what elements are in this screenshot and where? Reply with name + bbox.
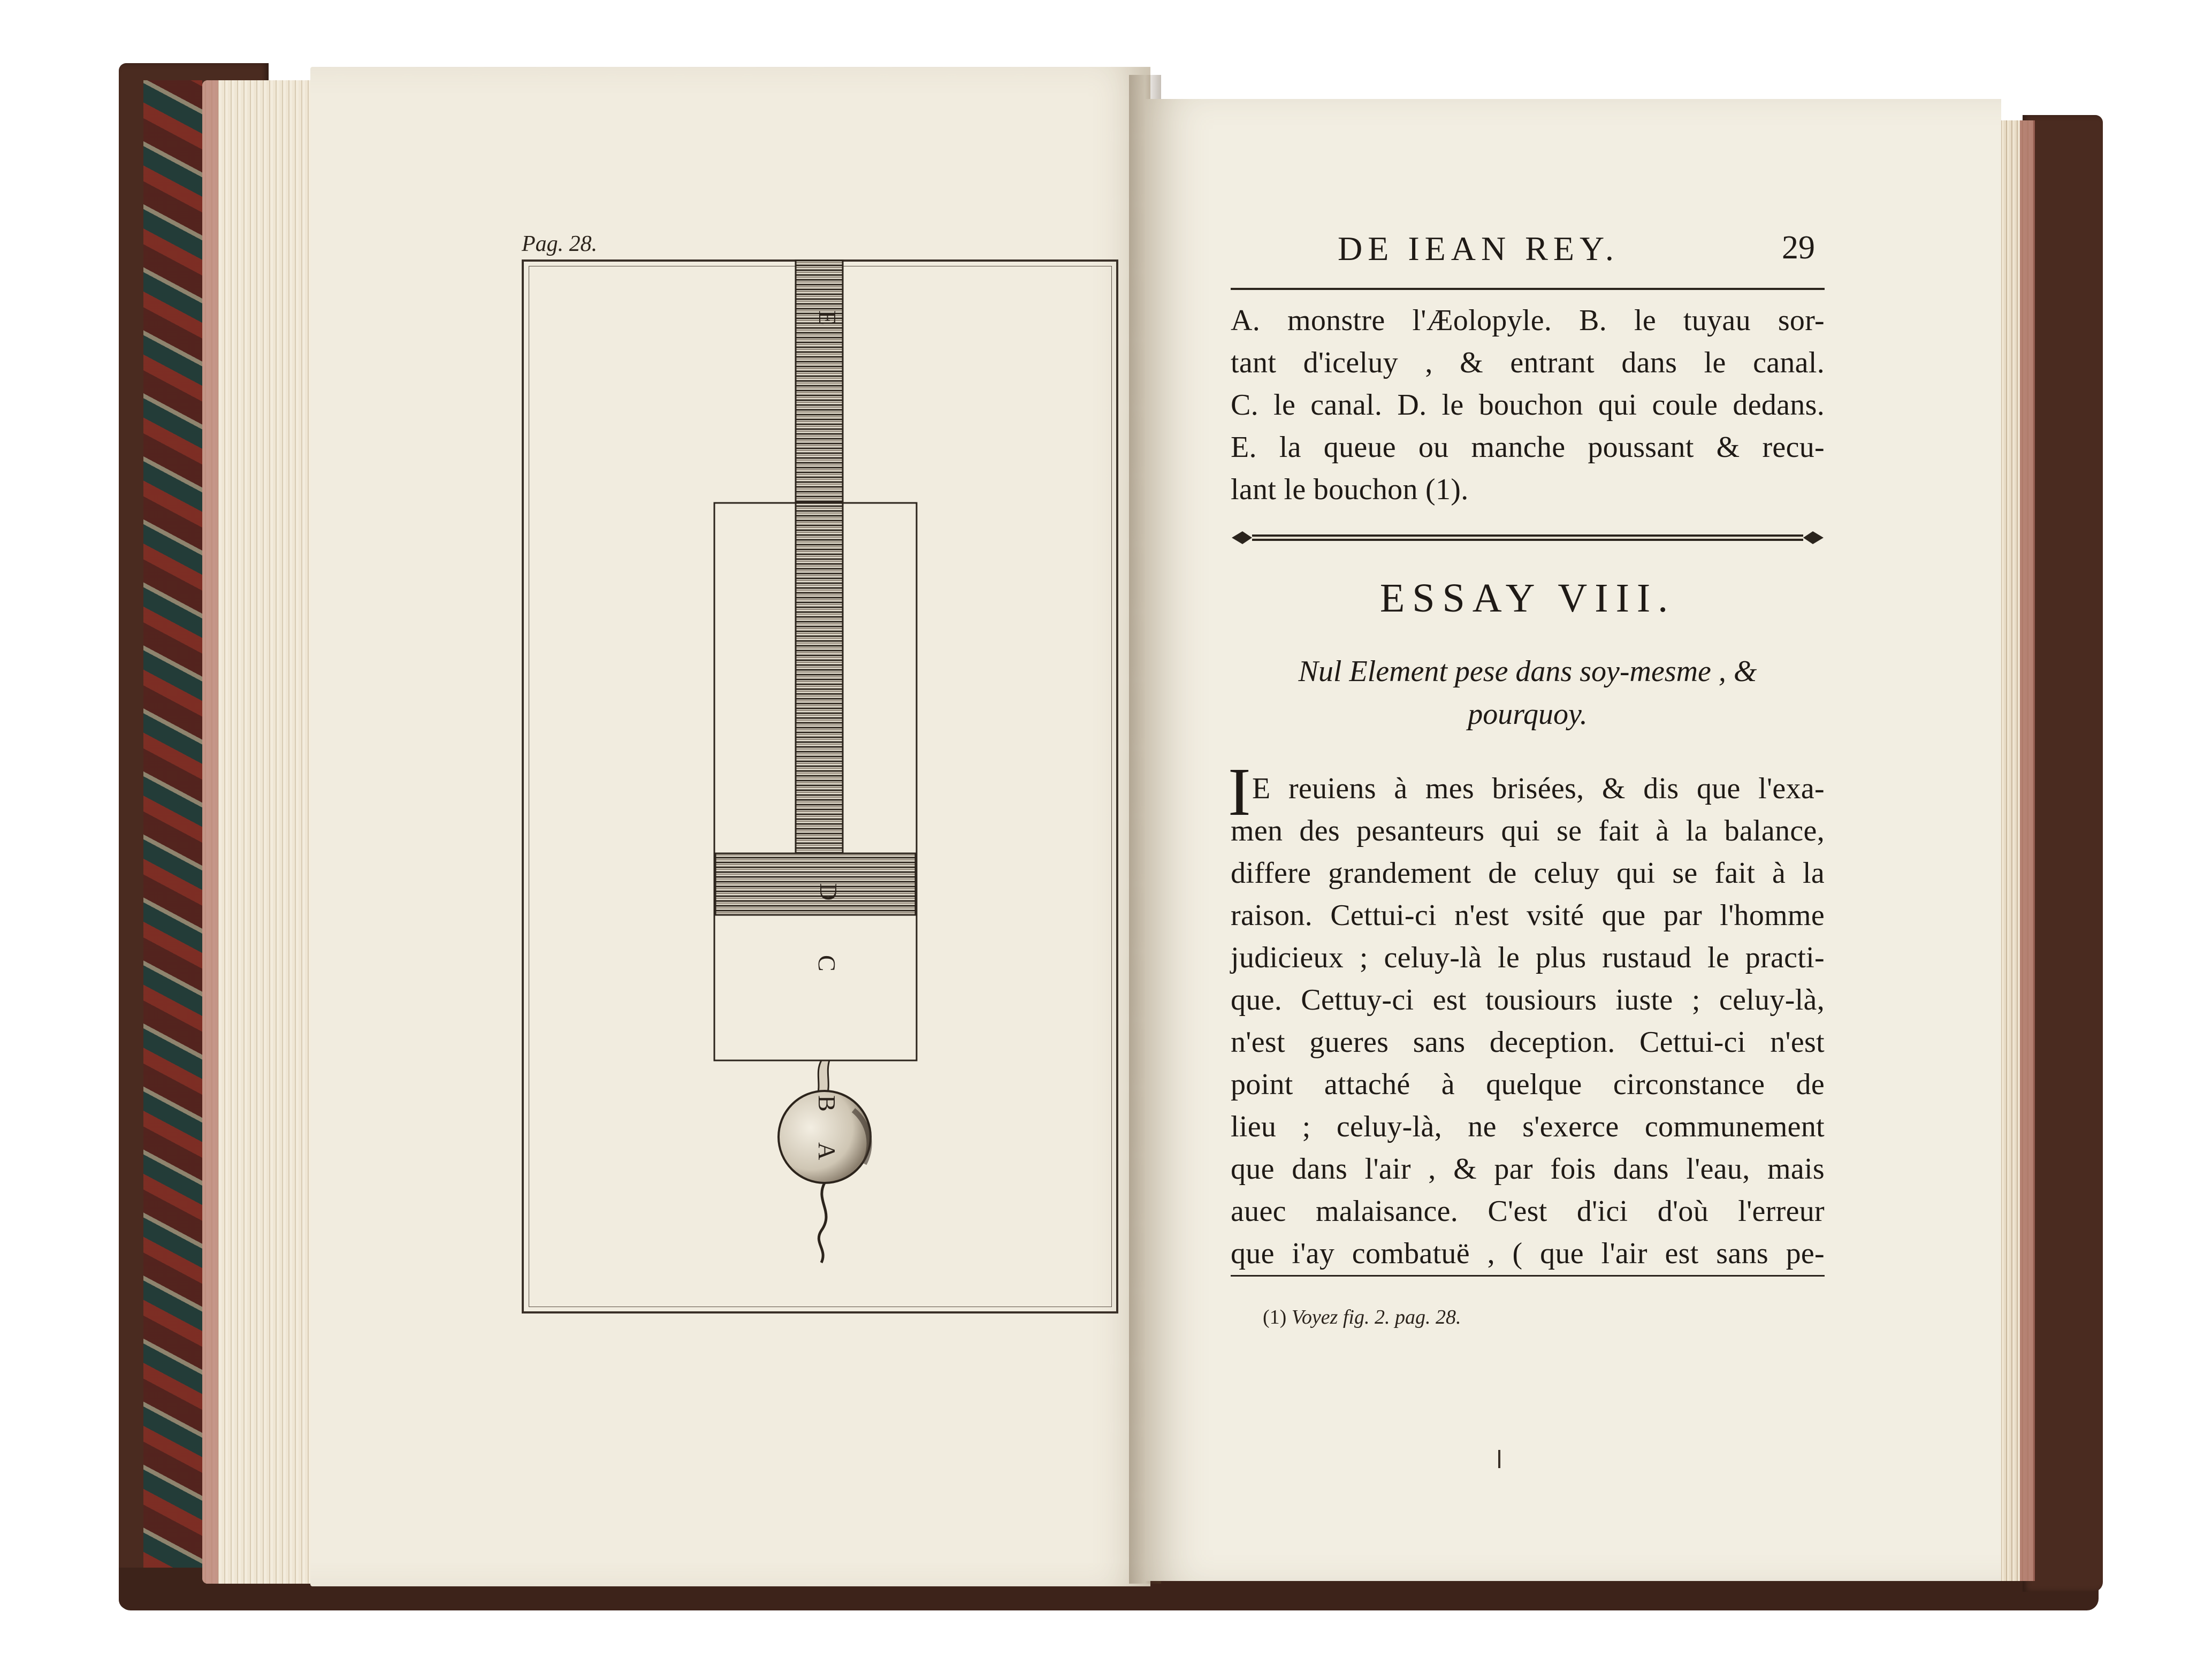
- letter-d: D: [815, 883, 842, 901]
- footnote: [1263, 1305, 1461, 1329]
- aeolipile-figure: [522, 259, 1118, 1313]
- left-red-edge: [202, 80, 218, 1584]
- letter-a: A: [813, 1142, 841, 1160]
- caption-line: A. monstre l'Æolopyle. B. le tuyau sor-: [1231, 304, 1825, 337]
- body-line: que i'ay combatuë , ( que l'air est sans pe-: [1231, 1237, 1825, 1270]
- body-line: lieu ; celuy-là, ne s'exerce communement: [1231, 1110, 1825, 1143]
- rod-e: [796, 259, 843, 869]
- letter-e: E: [814, 310, 841, 326]
- caption-line: E. la queue ou manche poussant & recu-: [1231, 431, 1825, 464]
- right-red-edge: [2020, 120, 2035, 1581]
- body-line: que dans l'air , & par fois dans l'eau, mais: [1231, 1152, 1825, 1186]
- drop-cap: I: [1228, 754, 1251, 830]
- stray-mark: [1498, 1450, 1500, 1468]
- body-line: men des pesanteurs qui se fait à la balance,: [1231, 814, 1825, 847]
- footnote-rule: [1231, 1275, 1825, 1277]
- subtitle-line: pourquoy.: [1468, 698, 1588, 731]
- caption-line: tant d'iceluy , & entrant dans le canal.: [1231, 346, 1825, 379]
- essay-subtitle: [1231, 650, 1825, 736]
- running-head: DE IEAN REY.: [1338, 230, 1619, 268]
- caption-line: C. le canal. D. le bouchon qui coule dedans.: [1231, 388, 1825, 422]
- body-line: differe grandement de celuy qui se fait à la: [1231, 857, 1825, 890]
- footnote-text: Voyez fig. 2. pag. 28.: [1291, 1306, 1461, 1328]
- ornamental-rule: [1231, 527, 1825, 548]
- marbled-endpaper: [143, 80, 202, 1568]
- body-line: point attaché à quelque circonstance de: [1231, 1068, 1825, 1101]
- body-line: raison. Cettui-ci n'est vsité que par l'homme: [1231, 899, 1825, 932]
- body-line: E reuiens à mes brisées, & dis que l'exa-: [1252, 772, 1825, 805]
- footnote-marker: (1): [1263, 1306, 1287, 1328]
- body-line: n'est gueres sans deception. Cettui-ci n'est: [1231, 1026, 1825, 1059]
- caption-line: lant le bouchon (1).: [1231, 473, 1469, 506]
- flame-stem: [819, 1183, 826, 1263]
- body-line: auec malaisance. C'est d'ici d'où l'erreur: [1231, 1195, 1825, 1228]
- figure-caption: [1231, 300, 1825, 511]
- left-page-edges: [202, 80, 325, 1584]
- body-text: [1231, 768, 1825, 1275]
- header-rule: [1231, 288, 1825, 290]
- essay-title: ESSAY VIII.: [1379, 576, 1676, 621]
- letter-c: C: [813, 955, 841, 972]
- body-line: que. Cettuy-ci est tousiours iuste ; celuy-là,: [1231, 983, 1825, 1017]
- letter-b: B: [813, 1095, 841, 1112]
- subtitle-line: Nul Element pese dans soy-mesme , &: [1298, 655, 1757, 688]
- page-number: 29: [1782, 230, 1815, 266]
- plate-label: Pag. 28.: [522, 232, 598, 256]
- body-line: judicieux ; celuy-là le plus rustaud le practi-: [1231, 941, 1825, 974]
